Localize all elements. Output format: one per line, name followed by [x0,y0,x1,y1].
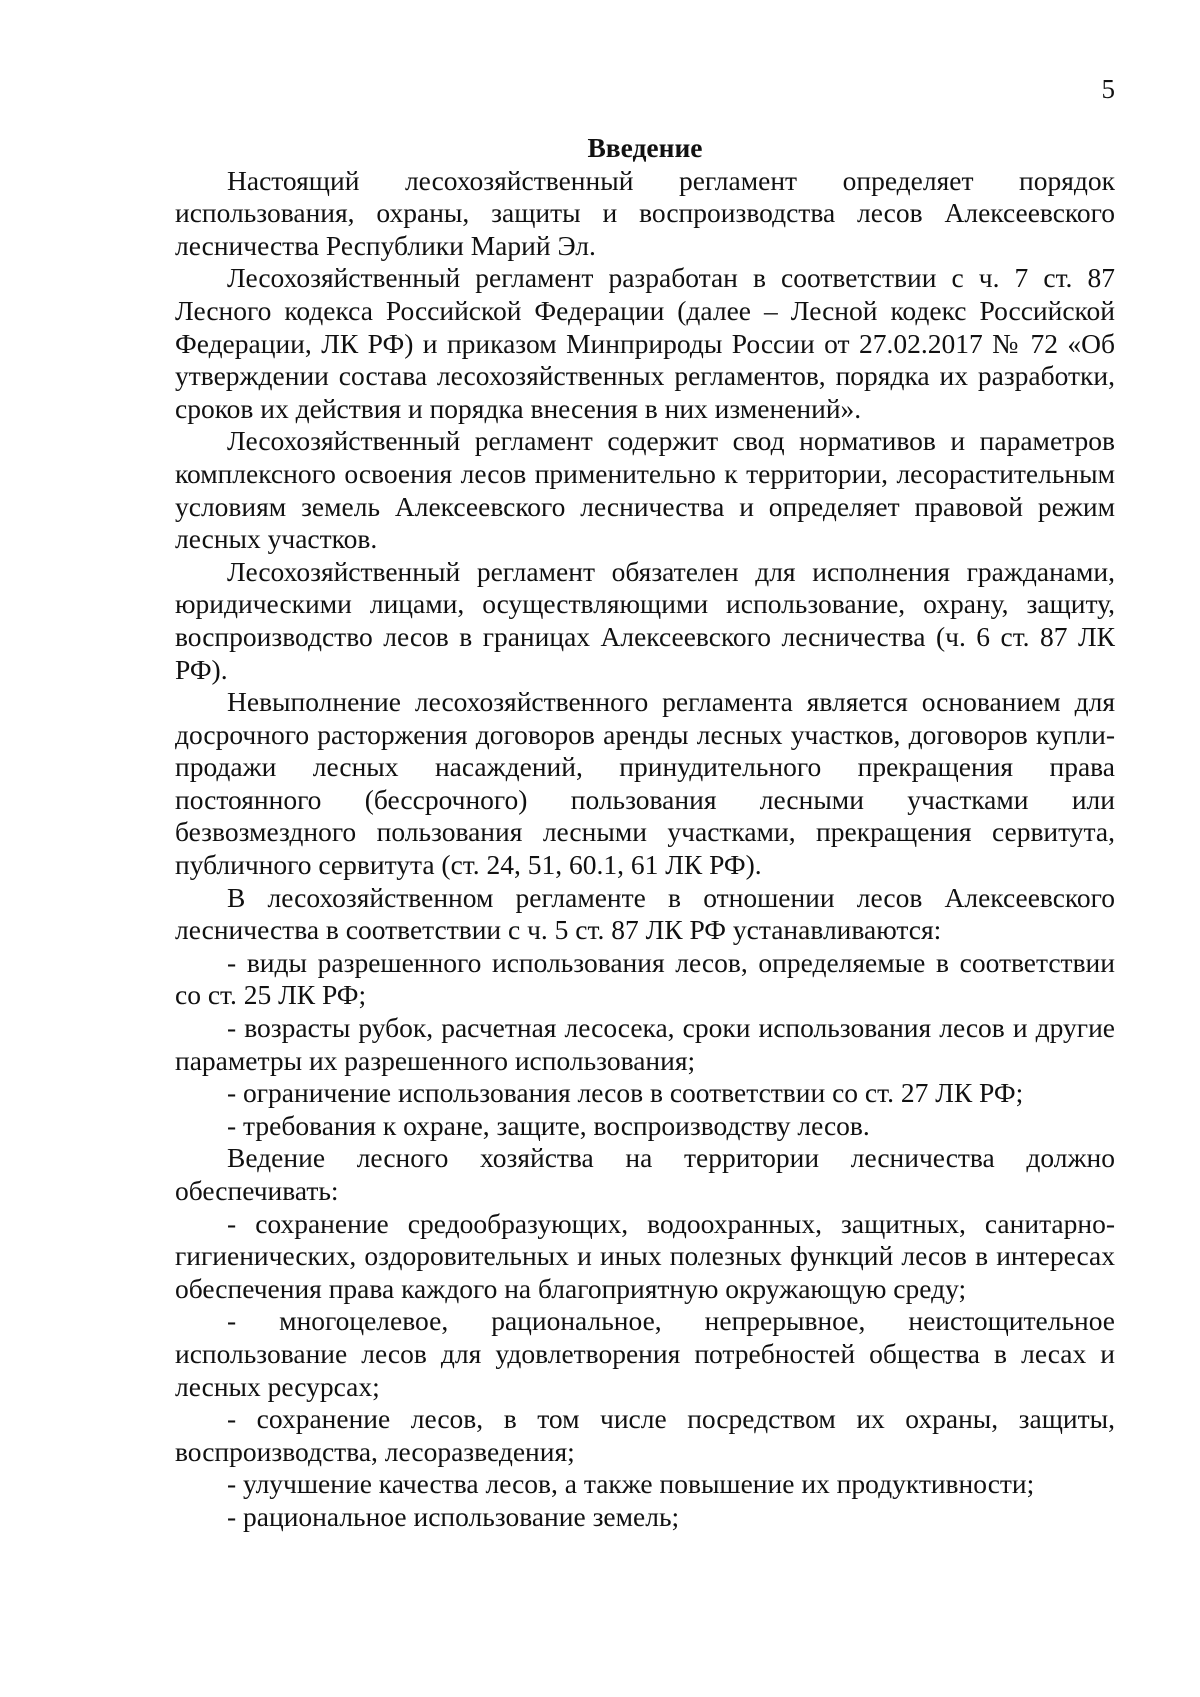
paragraph-mandatory: Лесохозяйственный регламент обязателен для исполнения гражданами, юридическими лицами, осуществляющими использование, охрану, защиту, воспроизводство лесов в границах Алексеевского лесничества (ч. 6 ст. 87 ЛК РФ). [175,555,1115,685]
list-item: - требования к охране, защите, воспроизводству лесов. [227,1109,870,1141]
page-number: 5 [1101,74,1115,104]
paragraph-legal-basis: Лесохозяйственный регламент разработан в соответствии с ч. 7 ст. 87 Лесного кодекса Российской Федерации (далее – Лесной кодекс Российской Федерации, ЛК РФ) и приказом Минприроды России от 27.02.2017 № 72 «Об утверждении состава лесохозяйственных регламентов, порядка их разработки, сроков их действия и порядка внесения в них изменений». [175,262,1115,424]
list-item: - сохранение лесов, в том числе посредством их охраны, защиты, воспроизводства, лесоразведения; [175,1403,1115,1467]
section-title: Введение [587,132,703,163]
paragraph-established: В лесохозяйственном регламенте в отношении лесов Алексеевского лесничества в соответствии с ч. 5 ст. 87 ЛК РФ устанавливаются: [175,881,1115,946]
list-item: - сохранение средообразующих, водоохранных, защитных, санитарно-гигиенических, оздоровительных и иных полезных функций лесов в интересах обеспечения права каждого на благоприятную окружающую среду; [175,1207,1115,1304]
paragraph-forestry-management: Ведение лесного хозяйства на территории лесничества должно обеспечивать: [175,1142,1115,1206]
list-item: - многоцелевое, рациональное, непрерывное, неистощительное использование лесов для удовлетворения потребностей общества в лесах и лесных ресурсах; [175,1305,1115,1402]
list-item: - улучшение качества лесов, а также повышение их продуктивности; [227,1468,1035,1500]
document-body [175,132,1115,1534]
list-item: - виды разрешенного использования лесов, определяемые в соответствии со ст. 25 ЛК РФ; [175,946,1115,1011]
list-item: - возрасты рубок, расчетная лесосека, сроки использования лесов и другие параметры их разрешенного использования; [175,1012,1115,1076]
list-item: - рациональное использование земель; [227,1500,680,1532]
paragraph-intro: Настоящий лесохозяйственный регламент определяет порядок использования, охраны, защиты и воспроизводства лесов Алексеевского лесничества Республики Марий Эл. [175,164,1115,261]
paragraph-noncompliance: Невыполнение лесохозяйственного регламента является основанием для досрочного расторжения договоров аренды лесных участков, договоров купли-продажи лесных насаждений, принудительного прекращения права постоянного (бессрочного) пользования лесными участками или безвозмездного пользования лесными участками, прекращения сервитута, публичного сервитута (ст. 24, 51, 60.1, 61 ЛК РФ). [175,686,1115,881]
list-item: - ограничение использования лесов в соответствии со ст. 27 ЛК РФ; [227,1077,1024,1109]
paragraph-contents: Лесохозяйственный регламент содержит свод нормативов и параметров комплексного освоения лесов применительно к территории, лесорастительным условиям земель Алексеевского лесничества и определяет правовой режим лесных участков. [175,425,1115,555]
